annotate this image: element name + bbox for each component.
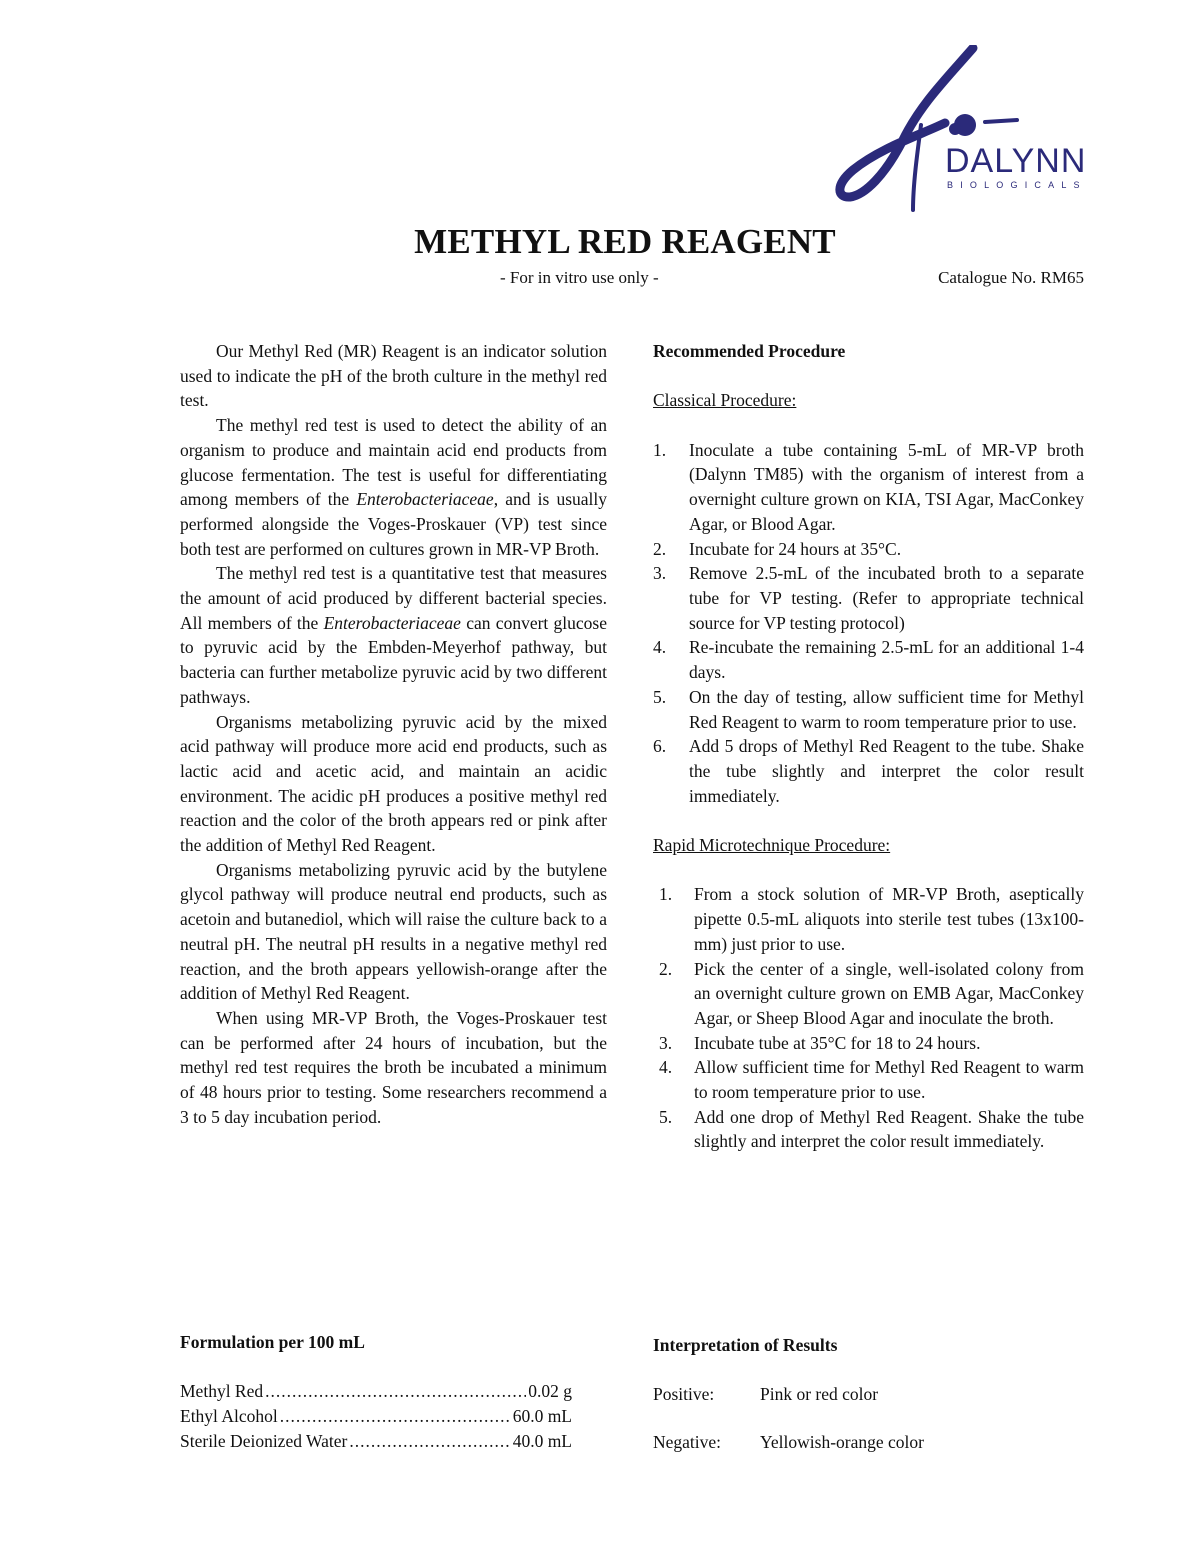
- interpretation-row-positive: [653, 1382, 1083, 1407]
- logo-bacteria-dot: [949, 123, 961, 135]
- intro-italic: Enterobacteriaceae: [323, 612, 461, 633]
- interpretation-section: [653, 1333, 1083, 1455]
- classical-heading: Classical Procedure:: [653, 390, 797, 411]
- list-number: 1.: [659, 884, 673, 905]
- ingredient-name: Methyl Red: [180, 1381, 264, 1402]
- procedure-column: [653, 339, 1084, 1154]
- list-text: Add one drop of Methyl Red Reagent. Shake the tube slightly and interpret the color result immediately.: [694, 1106, 1084, 1152]
- formulation-row: [180, 1404, 572, 1429]
- list-item: [653, 635, 1084, 684]
- ingredient-name: Sterile Deionized Water: [180, 1430, 348, 1451]
- intro-text: The methyl red test is a quantitative test that measures the amount of acid produced by different bacterial species. All members of the: [180, 563, 607, 633]
- list-item: [653, 685, 1084, 734]
- list-item: [653, 537, 1084, 562]
- list-text: Remove 2.5-mL of the incubated broth to a separate tube for VP testing. (Refer to appropriate technical source for VP testing protocol): [689, 563, 1084, 633]
- list-text: Pick the center of a single, well-isolated colony from an overnight culture grown on EMB Agar, MacConkey Agar, or Sheep Blood Agar and inoculate the broth.: [694, 958, 1084, 1028]
- dalynn-logo: [825, 45, 1100, 220]
- intro-text: The methyl red test is used to detect the ability of an organism to produce and maintain acid end products from glucose fermentation. The test is useful for differentiating among members of the: [180, 415, 607, 510]
- intro-paragraph-4: Organisms metabolizing pyruvic acid by the mixed acid pathway will produce more acid end products, such as lactic acid and acetic acid, and maintain an acidic environment. The acidic pH produces a positive methyl red reaction and the color of the broth appears red or pink after the addition of Methyl Red Reagent.: [180, 711, 607, 856]
- formulation-row: [180, 1429, 572, 1454]
- intro-text: can convert glucose to pyruvic acid by the Embden-Meyerhof pathway, but bacteria can further metabolize pyruvic acid by two different pathways.: [180, 612, 608, 707]
- list-text: Add 5 drops of Methyl Red Reagent to the tube. Shake the tube slightly and interpret the color result immediately.: [689, 736, 1084, 806]
- page-title: METHYL RED REAGENT: [414, 222, 836, 261]
- interpretation-row-negative: [653, 1430, 1083, 1455]
- list-number: 2.: [659, 958, 673, 979]
- intro-text: , and is usually performed alongside the Voges-Proskauer (VP) test since both test are performed on cultures grown in MR-VP Broth.: [180, 489, 607, 559]
- list-text: Inoculate a tube containing 5-mL of MR-VP broth (Dalynn TM85) with the organism of interest from a overnight culture grown on KIA, TSI Agar, MacConkey Agar, or Blood Agar.: [689, 439, 1084, 534]
- result-label: Positive:: [653, 1383, 715, 1404]
- rapid-list: [653, 882, 1084, 1154]
- list-number: 4.: [653, 637, 667, 658]
- list-number: 2.: [653, 538, 667, 559]
- logo-dash: [985, 120, 1017, 122]
- list-text: From a stock solution of MR-VP Broth, aseptically pipette 0.5-mL aliquots into sterile test tubes (13x100-mm) just prior to use.: [694, 884, 1084, 954]
- list-item: [653, 438, 1084, 537]
- list-number: 4.: [659, 1057, 673, 1078]
- list-item: [653, 882, 1084, 956]
- ingredient-amount: 40.0 mL: [512, 1430, 572, 1451]
- intro-paragraph-5: Organisms metabolizing pyruvic acid by the butylene glycol pathway will produce neutral end products, such as acetoin and butanediol, which will raise the culture back to a neutral pH. The neutral pH results in a negative methyl red reaction, and the broth appears yellowish-orange after the addition of Methyl Red Reagent.: [180, 859, 607, 1004]
- list-item: [653, 561, 1084, 635]
- list-text: Incubate tube at 35°C for 18 to 24 hours.: [694, 1032, 981, 1053]
- ingredient-amount: 0.02 g: [528, 1381, 572, 1402]
- list-number: 3.: [653, 563, 667, 584]
- interpretation-heading: Interpretation of Results: [653, 1335, 838, 1355]
- result-label: Negative:: [653, 1432, 722, 1453]
- list-text: Re-incubate the remaining 2.5-mL for an additional 1-4 days.: [689, 637, 1084, 683]
- list-item: [653, 1105, 1084, 1154]
- intro-paragraph-2: [180, 413, 607, 561]
- list-number: 3.: [659, 1032, 673, 1053]
- description-column: [180, 339, 607, 1130]
- logo-brand: DALYNN: [945, 142, 1087, 180]
- formulation-heading: Formulation per 100 mL: [180, 1332, 365, 1352]
- list-text: On the day of testing, allow sufficient time for Methyl Red Reagent to warm to room temperature prior to use.: [689, 686, 1084, 732]
- intro-paragraph-3: [180, 561, 607, 709]
- list-number: 5.: [659, 1106, 673, 1127]
- logo-sub: BIOLOGICALS: [947, 180, 1087, 190]
- ingredient-amount: 60.0 mL: [512, 1406, 572, 1427]
- list-item: [653, 957, 1084, 1031]
- list-item: [653, 1031, 1084, 1056]
- formulation-row: [180, 1379, 572, 1404]
- intro-paragraph-6: When using MR-VP Broth, the Voges-Proskauer test can be performed after 24 hours of incubation, but the methyl red test requires the broth be incubated a minimum of 48 hours prior to testing. Some researchers recommend a 3 to 5 day incubation period.: [180, 1007, 607, 1127]
- result-value: Pink or red color: [760, 1383, 879, 1404]
- result-value: Yellowish-orange color: [760, 1432, 924, 1453]
- list-text: Allow sufficient time for Methyl Red Reagent to warm to room temperature prior to use.: [694, 1057, 1084, 1103]
- intro-paragraph-1: Our Methyl Red (MR) Reagent is an indicator solution used to indicate the pH of the broth culture in the methyl red test.: [180, 341, 607, 411]
- list-number: 6.: [653, 736, 667, 757]
- classical-list: [653, 438, 1084, 809]
- subtitle: - For in vitro use only -: [500, 268, 659, 287]
- intro-italic: Enterobacteriaceae: [356, 489, 494, 510]
- formulation-section: [180, 1330, 600, 1454]
- rapid-heading: Rapid Microtechnique Procedure:: [653, 835, 891, 856]
- list-item: [653, 1055, 1084, 1104]
- list-number: 5.: [653, 686, 667, 707]
- list-number: 1.: [653, 439, 667, 460]
- list-item: [653, 734, 1084, 808]
- catalogue-number: Catalogue No. RM65: [938, 268, 1084, 287]
- ingredient-name: Ethyl Alcohol: [180, 1406, 278, 1427]
- list-text: Incubate for 24 hours at 35°C.: [689, 538, 902, 559]
- procedure-heading: Recommended Procedure: [653, 341, 846, 361]
